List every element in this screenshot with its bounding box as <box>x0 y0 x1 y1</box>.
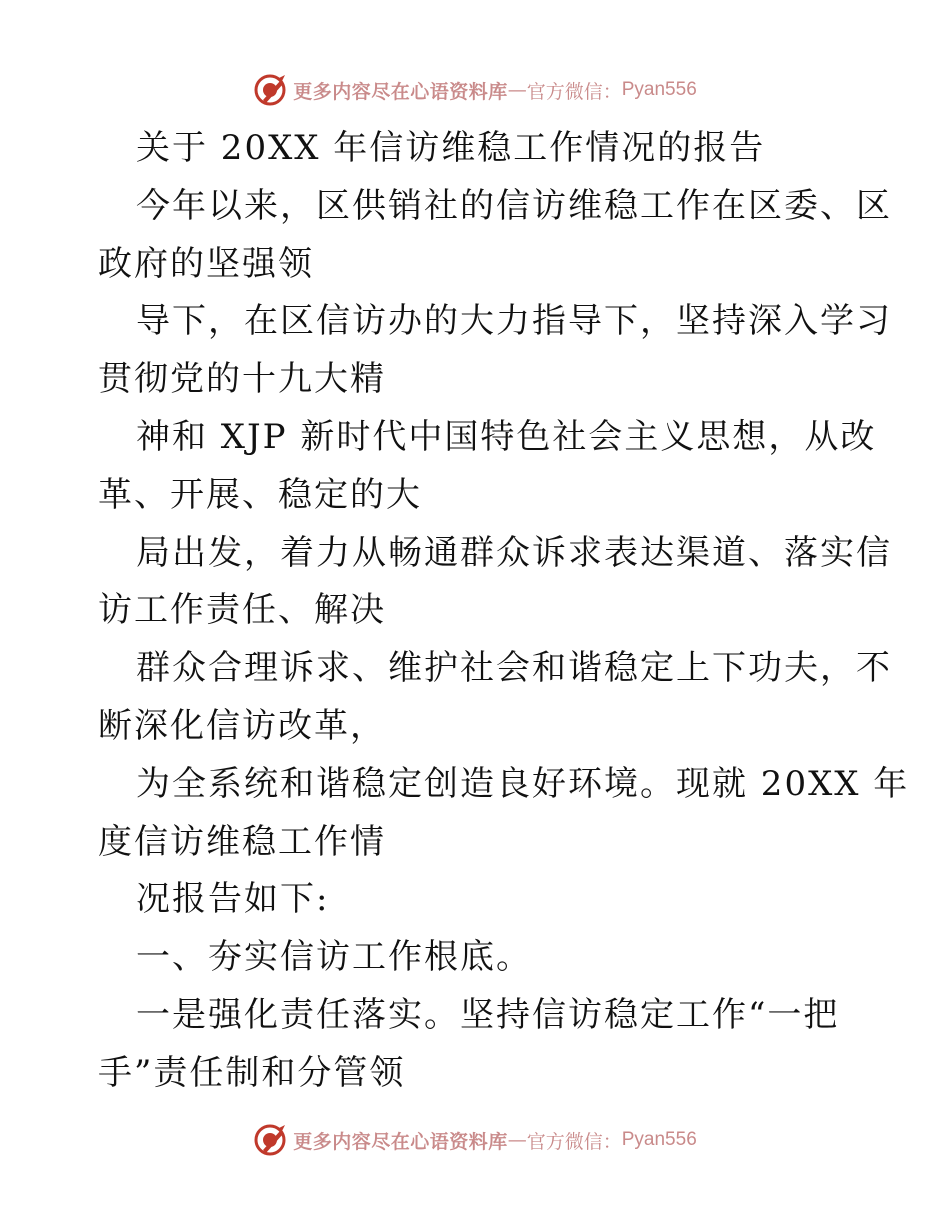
paragraph-line: 度信访维稳工作情 <box>98 821 386 862</box>
watermark-contact: 官方微信： <box>526 80 622 103</box>
paragraph-line: 断深化信访改革， <box>98 705 386 746</box>
section-heading: 一、夯实信访工作根底。 <box>136 937 532 978</box>
watermark-separator: — <box>507 79 527 101</box>
paragraph-line: 今年以来，区供销社的信访维稳工作在区委、区 <box>136 185 892 226</box>
pen-logo-icon <box>253 1123 287 1157</box>
paragraph-line: 导下，在区信访办的大力指导下，坚持深入学习 <box>136 301 892 342</box>
paragraph-line: 神和 XJP 新时代中国特色社会主义思想，从改 <box>136 416 877 457</box>
paragraph-line: 况报告如下: <box>136 879 330 920</box>
paragraph-line: 局出发，着力从畅通群众诉求表达渠道、落实信 <box>136 532 892 573</box>
paragraph-line: 访工作责任、解决 <box>98 590 386 631</box>
watermark-handle: Pyan556 <box>621 1129 697 1150</box>
paragraph-line: 一是强化责任落实。坚持信访稳定工作“一把 <box>136 994 840 1035</box>
paragraph-line: 手”责任制和分管领 <box>98 1052 406 1093</box>
pen-logo-icon <box>253 73 287 107</box>
paragraph-line: 革、开展、稳定的大 <box>98 474 422 515</box>
paragraph-line: 贯彻党的十九大精 <box>98 359 386 400</box>
watermark-brand: 更多内容尽在心语资料库 <box>293 80 508 103</box>
document-title: 关于 20XX 年信访维稳工作情况的报告 <box>136 128 766 168</box>
watermark-footer <box>0 1120 950 1160</box>
watermark-header <box>0 70 950 110</box>
watermark-separator: — <box>507 1129 527 1151</box>
paragraph-line: 政府的坚强领 <box>98 243 314 284</box>
watermark-handle: Pyan556 <box>621 79 697 100</box>
paragraph-line: 为全系统和谐稳定创造良好环境。现就 20XX 年 <box>136 763 910 804</box>
paragraph-line: 群众合理诉求、维护社会和谐稳定上下功夫，不 <box>136 648 892 689</box>
watermark-contact: 官方微信： <box>526 1130 622 1153</box>
document-body <box>98 120 910 1103</box>
watermark-brand: 更多内容尽在心语资料库 <box>293 1130 508 1153</box>
